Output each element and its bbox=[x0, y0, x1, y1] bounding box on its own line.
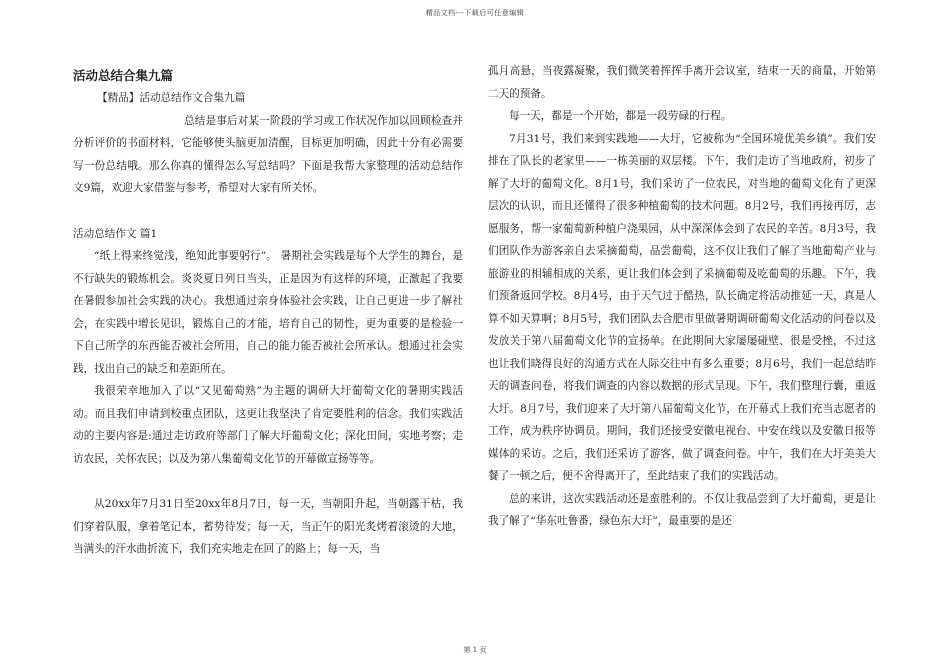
body-paragraph: “纸上得来终觉浅，绝知此事要躬行”。 暑期社会实践是每个大学生的舞台，是不行缺失的锻炼机会。炎炎夏日列日当头，正是因为有这样的环境，正激起了我要在暑假参加社会实践的决心。我想通过亲身体验社会实践，让自己更进一步了解社会，在实践中增长见识，锻炼自己的才能，培育自己的韧性，更为重要的是检验一下自己所学的东西能否被社会所用，自己的能力能否被社会所承认。想通过社会实践，找出自己的缺乏和差距所在。 bbox=[73, 250, 463, 375]
document-subtitle: 【精品】活动总结作文合集九篇 bbox=[97, 92, 246, 104]
body-paragraph-continued: 孤月高悬，当夜露凝聚，我们微笑着挥挥手离开会议室，结束一天的商量，开始第二天的预备。 bbox=[488, 65, 876, 100]
body-paragraph: 从20xx年7月31日至20xx年8月7日，每一天，当朝阳升起，当朝露干枯，我们穿着队服，拿着笔记本，蓄势待发；每一天，当正午的阳光炙烤着滚烫的大地，当满头的汗水曲折流下，我们充实地走在回了的路上；每一天，当 bbox=[73, 498, 463, 555]
intro-paragraph: 总结是事后对某一阶段的学习或工作状况作加以回顾检查并分析评价的书面材料，它能够使头脑更加清醒，目标更加明确，因此十分有必需要写一份总结哦。那么你真的懂得怎么写总结吗？下面是我帮大家整理的活动总结作文9篇，欢迎大家借鉴与参考，希望对大家有所关怀。 bbox=[73, 114, 463, 194]
page-header: 精品文档---下载后可任意编辑 bbox=[425, 9, 525, 17]
document-title: 活动总结合集九篇 bbox=[73, 68, 174, 83]
body-paragraph: 我很荣幸地加入了以“又见葡萄熟”为主题的调研大圩葡萄文化的暑期实践活动。而且我们申请到校重点团队，这更让我坚決了肯定要胜利的信念。我们实践活动的主要内容是:通过走访政府等部门了解大圩葡萄文化；深化田间，实地考察；走访农民，关怀农民；以及为第八集葡萄文化节的开幕做宣扬等等。 bbox=[73, 385, 463, 465]
section-heading: 活动总结作文 篇1 bbox=[73, 227, 158, 240]
body-paragraph: 7月31号，我们来到实践地——大圩，它被称为“全国环境优美乡镇”。我们安排在了队长的老家里——一栋美丽的双层楼。下午，我们走访了当地政府，初步了解了大圩的葡萄文化。8月1号，我们采访了一位农民，对当地的葡萄文化有了更深层次的认识，而且还懂得了很多种植葡萄的技术问题。8月2号，我们再接再厉，志愿服务，帮一家葡萄新种植户浇果园，从中深深体会到了农民的辛苦。8月3号，我们团队作为游客亲自去采摘葡萄，品尝葡萄，这不仅让我们了解了当地葡萄产业与旅游业的相辅相成的关系，更让我们体会到了采摘葡萄及吃葡萄的乐趣。下午，我们预备返回学校。8月4号，由于天气过于酷热，队长确定将活动推延一天，真是人算不如天算啊；8月5号，我们团队去合肥市里做暑期调研葡萄文化活动的问卷以及发放关于第八届葡萄文化节的宣扬单。在此期间大家屡屡碰壁、很是受挫，不过这也让我们晓得良好的沟通方式在人际交往中有多么重要；8月6号，我们一起总结昨天的调查问卷，将我们调查的内容以数据的形式呈现。下午，我们整理行囊，重返大圩。8月7号，我们迎来了大圩第八届葡萄文化节，在开幕式上我们充当志愿者的工作，成为秩序协调员。期间，我们还接受安徽电视台、中安在线以及安徽日报等媒体的采访。之后，我们还采访了游客，做了调查问卷。中午，我们在大圩美美大餐了一顿之后，便不舍得离开了，至此结束了我们的实践活动。 bbox=[488, 132, 876, 482]
body-paragraph: 每一天，都是一个开始，都是一段劳碌的行程。 bbox=[509, 110, 732, 122]
left-column bbox=[73, 60, 463, 561]
right-column bbox=[488, 60, 876, 533]
page-number: 第 1 页 bbox=[463, 646, 487, 654]
body-paragraph: 总的来讲，这次实践活动还是蛮胜利的。不仅让我品尝到了大圩葡萄，更是让我了解了“华东吐鲁番，绿色东大圩”，最重要的是还 bbox=[488, 492, 876, 527]
